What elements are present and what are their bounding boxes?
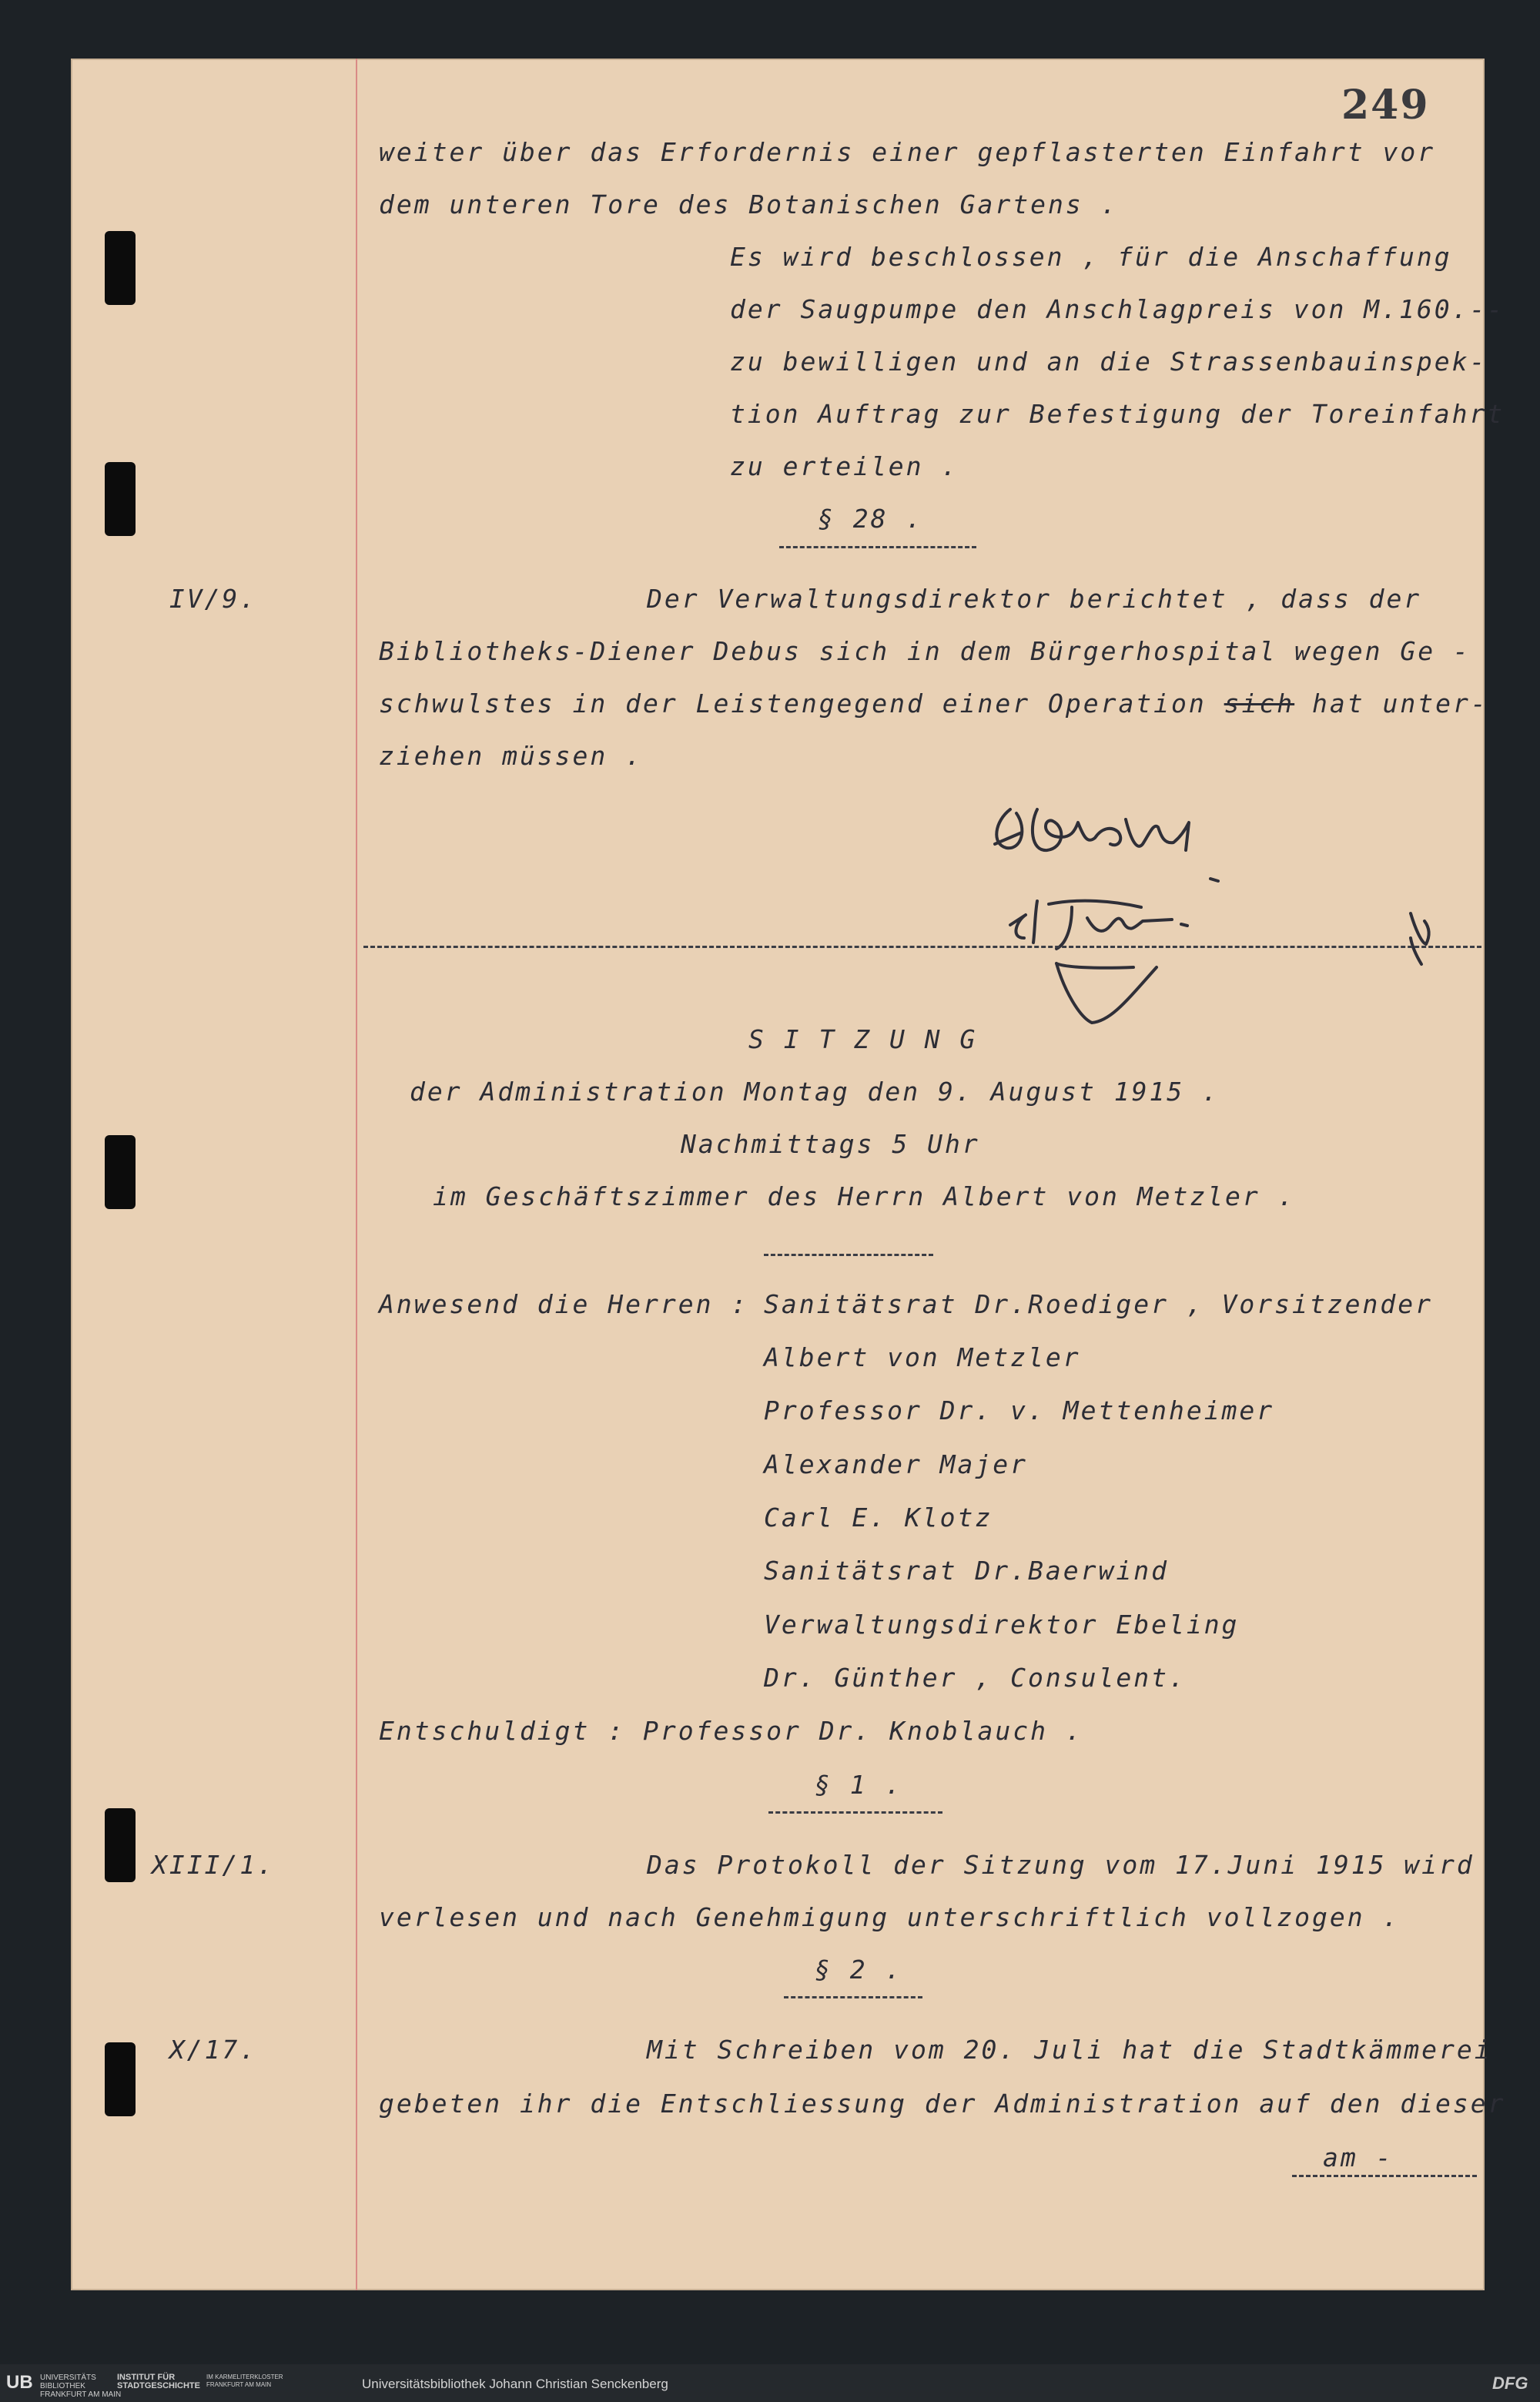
attendee: Albert von Metzler [764, 1342, 1081, 1372]
isg-logo-subtext: IM KARMELITERKLOSTER FRANKFURT AM MAIN [206, 2374, 283, 2388]
footer-credit: Universitätsbibliothek Johann Christian Senckenberg [362, 2377, 668, 2391]
text-line: zu erteilen . [730, 451, 959, 481]
attendee: Dr. Günther , Consulent. [764, 1663, 1187, 1693]
section-heading: § 2 . [815, 1955, 903, 1985]
ub-logo[interactable]: UB [6, 2372, 33, 2393]
text-line: Das Protokoll der Sitzung vom 17.Juni 1915 wird [647, 1850, 1475, 1880]
margin-note: XIII/1. [151, 1850, 276, 1880]
excused-line: Entschuldigt : Professor Dr. Knoblauch . [379, 1716, 1083, 1746]
margin-line [356, 59, 357, 2290]
ub-logo-text: UNIVERSITÄTS BIBLIOTHEK FRANKFURT AM MAIN [40, 2374, 122, 2399]
text-line: Es wird beschlossen , für die Anschaffung [730, 242, 1452, 272]
footer-bar [0, 2364, 1540, 2402]
attendee: Verwaltungsdirektor Ebeling [764, 1610, 1240, 1640]
binder-hole [105, 462, 136, 536]
attendee: Sanitätsrat Dr.Baerwind [764, 1556, 1169, 1586]
session-title: S I T Z U N G [748, 1024, 978, 1054]
attendee: Sanitätsrat Dr.Roediger , Vorsitzender [764, 1289, 1433, 1319]
text-line: Der Verwaltungsdirektor berichtet , dass der [647, 584, 1422, 614]
text-line: tion Auftrag zur Befestigung der Toreinfahrt [730, 399, 1505, 429]
text-line: verlesen und nach Genehmigung unterschriftlich vollzogen . [379, 1902, 1401, 1932]
heading-underline [764, 1254, 933, 1256]
session-time: Nachmittags 5 Uhr [681, 1129, 980, 1159]
text-line: gebeten ihr die Entschliessung der Administration auf den dieser [379, 2089, 1506, 2119]
binder-hole [105, 231, 136, 305]
text-line: der Saugpumpe den Anschlagpreis von M.160.-- [730, 294, 1505, 324]
section-heading: § 28 . [818, 504, 924, 534]
text-line: schwulstes in der Leistengegend einer Operation sich hat unter- [379, 688, 1488, 719]
section-heading: § 1 . [815, 1770, 903, 1800]
session-location: im Geschäftszimmer des Herrn Albert von Metzler . [433, 1181, 1296, 1211]
text-line: dem unteren Tore des Botanischen Gartens . [379, 189, 1119, 219]
dfg-logo[interactable]: DFG [1492, 2374, 1528, 2393]
handwritten-signatures [979, 736, 1441, 1106]
text-line: Mit Schreiben vom 20. Juli hat die Stadtkämmerei [647, 2035, 1492, 2065]
section-underline [768, 1811, 942, 1814]
isg-logo-text[interactable]: INSTITUT FÜR STADTGESCHICHTE [117, 2373, 200, 2390]
text-line: Bibliotheks-Diener Debus sich in dem Bürgerhospital wegen Ge - [379, 636, 1471, 666]
session-separator [363, 946, 1481, 948]
attendee: Alexander Majer [764, 1449, 1029, 1479]
text-line: zu bewilligen und an die Strassenbauinspek- [730, 347, 1488, 377]
text-line: ziehen müssen . [379, 741, 644, 771]
text-line: weiter über das Erfordernis einer gepflasterten Einfahrt vor [379, 137, 1436, 167]
catchword-underline [1292, 2175, 1477, 2177]
section-underline [784, 1996, 922, 1998]
session-subtitle: der Administration Montag den 9. August 1915 . [410, 1077, 1220, 1107]
margin-note: X/17. [169, 2035, 258, 2065]
attendee: Carl E. Klotz [764, 1503, 993, 1533]
attendees-label: Anwesend die Herren : [379, 1289, 749, 1319]
document-page [71, 59, 1506, 2290]
section-underline [779, 546, 976, 548]
binder-hole [105, 1135, 136, 1209]
margin-note: IV/9. [169, 584, 258, 614]
page-number: 249 [1341, 82, 1430, 129]
attendee: Professor Dr. v. Mettenheimer [764, 1395, 1275, 1425]
catchword: am - [1323, 2142, 1394, 2173]
